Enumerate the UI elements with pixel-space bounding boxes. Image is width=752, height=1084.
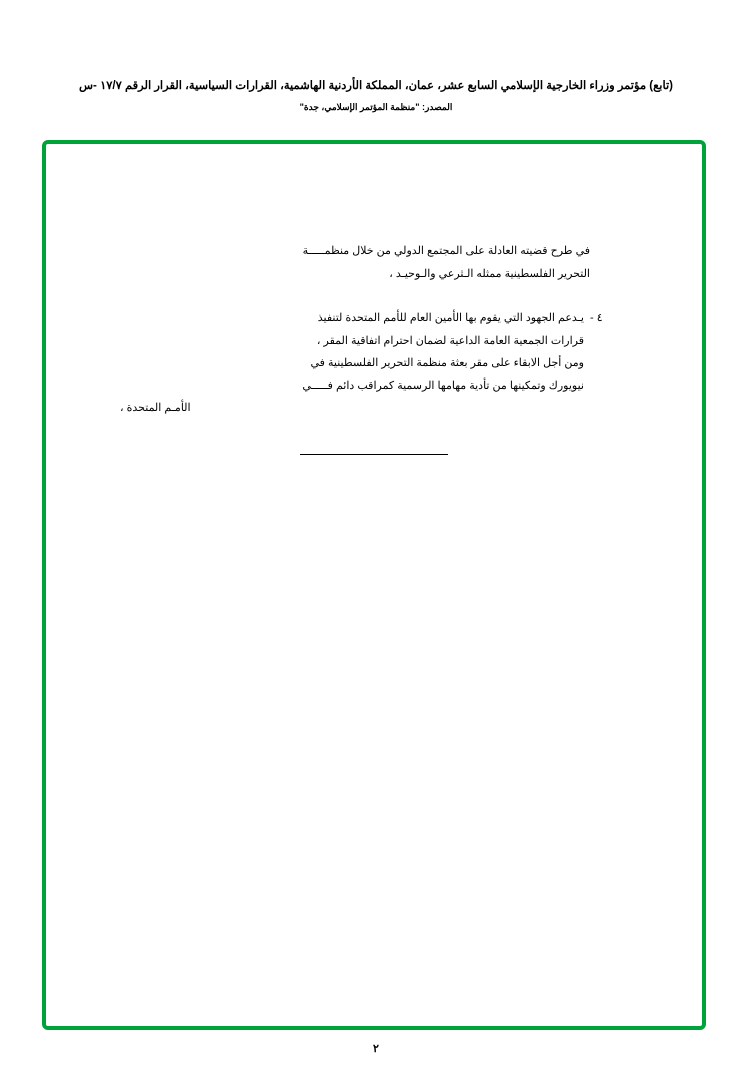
section-separator: [300, 454, 448, 455]
paragraph-line: الأمـم المتحدة ،: [120, 402, 191, 415]
paragraph-text: [120, 240, 590, 285]
document-header: [56, 78, 696, 113]
paragraph-line: قرارات الجمعية العامة الداعية لضمان احترام اتفاقية المقر ،: [316, 334, 584, 347]
paragraph-item-4: [120, 307, 628, 420]
paragraph-text: [120, 307, 584, 420]
section-separator-wrap: [120, 454, 628, 455]
header-title: (تابع) مؤتمر وزراء الخارجية الإسلامي السابع عشر، عمان، المملكة الأردنية الهاشمية، القرارات السياسية، القرار الرقم ١٧/٧ -س: [78, 80, 673, 92]
content-frame: [42, 140, 706, 1030]
document-body: [120, 240, 628, 455]
paragraph-line: في طرح قضيته العادلة على المجتمع الدولي من خلال منظمـــــة: [302, 245, 590, 257]
paragraph-line: يـدعم الجهود التي يقوم بها الأمين العام للأمم المتحدة لتنفيذ: [317, 312, 584, 325]
paragraph-number: ٤ -: [590, 312, 603, 325]
paragraph-continuation: [120, 240, 628, 285]
page-number: ٢: [373, 1043, 379, 1055]
header-source: المصدر: "منظمة المؤتمر الإسلامي، جدة": [299, 102, 453, 113]
paragraph-line: التحرير الفلسطينية ممثله الـثرعي والـوحيـد ،: [389, 267, 590, 280]
paragraph-line: ومن أجل الابقاء على مقر بعثة منظمة التحرير الفلسطينية في: [310, 357, 584, 370]
paragraph-line: نيويورك وتمكينها من تأدية مهامها الرسمية كمراقب دائم فـــــي: [302, 379, 584, 392]
